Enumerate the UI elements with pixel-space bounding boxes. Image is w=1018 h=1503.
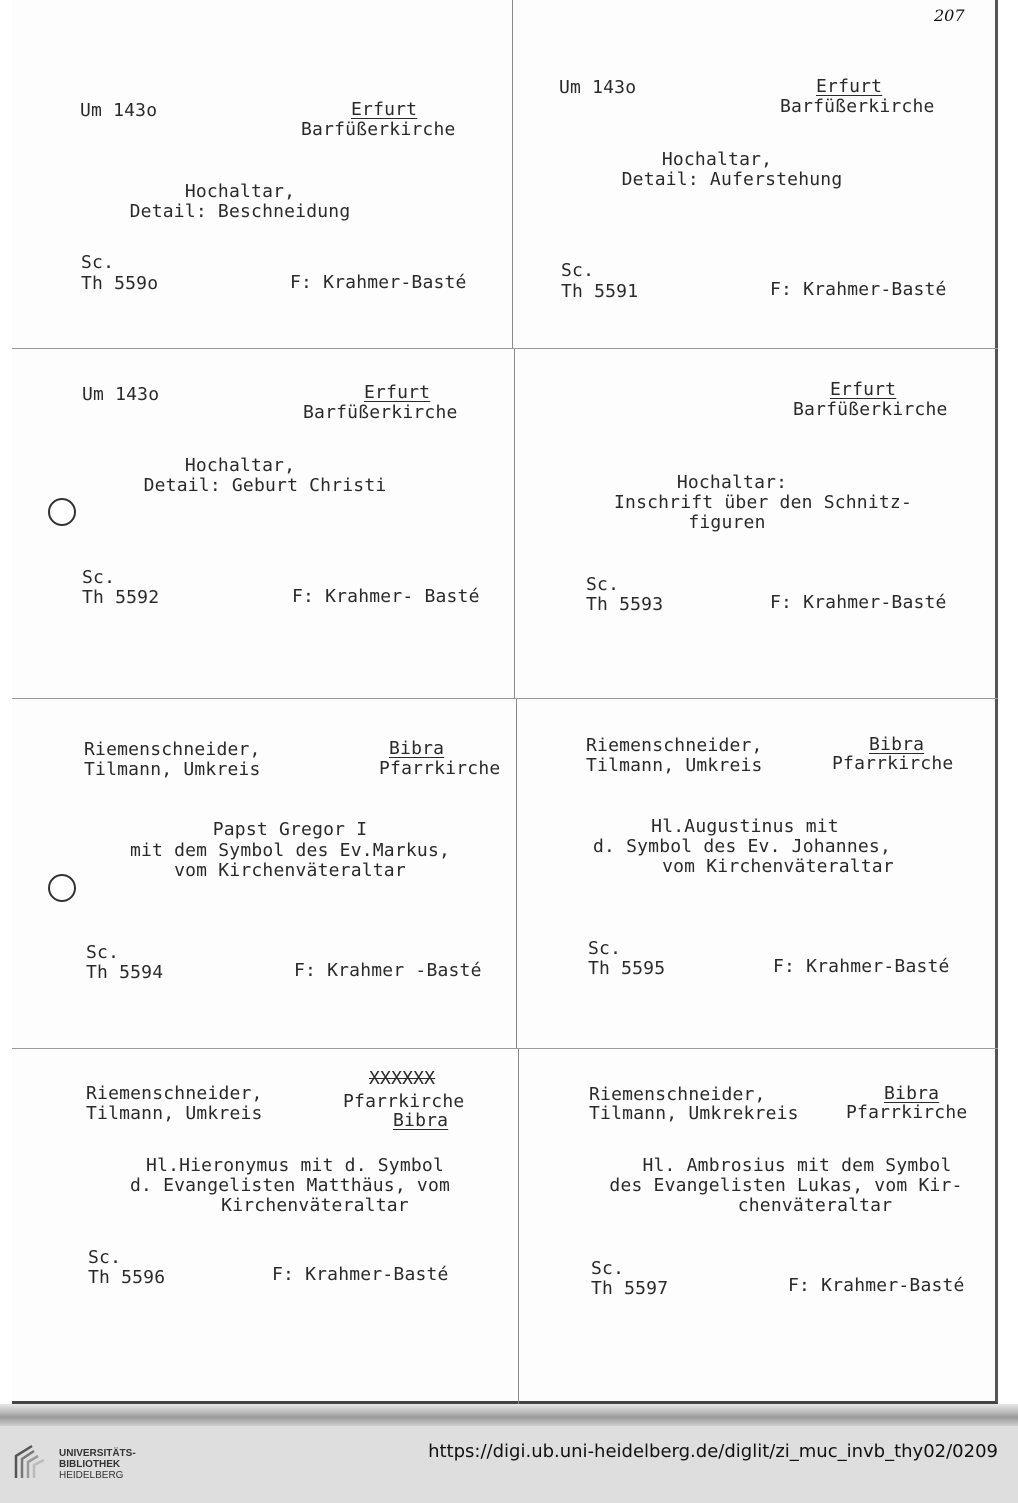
- card-title-line: figuren: [688, 512, 766, 533]
- card-title-line: Hochaltar,: [661, 149, 773, 170]
- card-church: Barfüßerkirche: [303, 402, 458, 423]
- card-photographer: F: Krahmer-Basté: [770, 279, 947, 300]
- card-photographer: F: Krahmer-Basté: [290, 272, 467, 293]
- card-photographer: F: Krahmer-Basté: [773, 956, 950, 977]
- column-divider: [514, 349, 515, 699]
- card-title-line: Kirchenväteraltar: [221, 1195, 409, 1216]
- punch-hole: [48, 874, 76, 902]
- card-title-line: vom Kirchenväteraltar: [174, 860, 406, 881]
- card-title-line: Hochaltar,: [184, 181, 296, 202]
- card-shelf-number: Th 559o: [81, 273, 159, 294]
- punch-hole: [48, 498, 76, 526]
- card-date: Um 143o: [559, 77, 637, 98]
- row-divider: [12, 698, 998, 699]
- card-shelf-number: Th 5597: [591, 1278, 669, 1299]
- card-title-line: chenväteraltar: [737, 1195, 893, 1216]
- document-url[interactable]: https://digi.ub.uni-heidelberg.de/diglit/zi_muc_invb_thy02/0209: [428, 1441, 998, 1462]
- card-shelf-number: Th 5593: [586, 594, 664, 615]
- card-place: Erfurt: [816, 76, 883, 97]
- card-church: Barfüßerkirche: [780, 96, 935, 117]
- viewer-footer: [0, 1426, 1018, 1503]
- logo-line: BIBLIOTHEK: [59, 1459, 121, 1470]
- card-photographer: F: Krahmer-Basté: [770, 592, 947, 613]
- card-title-line: des Evangelisten Lukas, vom Kir-: [609, 1175, 963, 1196]
- card-artist-line: Tilmann, Umkreis: [84, 759, 261, 780]
- card-title-line: Papst Gregor I: [212, 819, 368, 840]
- card-sc: Sc.: [591, 1258, 625, 1279]
- card-photographer: F: Krahmer -Basté: [294, 960, 482, 981]
- card-title-line: Hochaltar:: [676, 472, 788, 493]
- library-logo-text: [59, 1448, 136, 1481]
- logo-line: HEIDELBERG: [59, 1470, 124, 1481]
- card-place: Erfurt: [364, 382, 431, 403]
- card-artist-line: Riemenschneider,: [84, 739, 261, 760]
- card-place: Bibra: [389, 738, 445, 759]
- card-title-line: Hl.Hieronymus mit d. Symbol: [146, 1155, 444, 1176]
- row-divider: [12, 1048, 998, 1049]
- card-church: Barfüßerkirche: [793, 399, 948, 420]
- card-sc: Sc.: [561, 260, 595, 281]
- card-artist-line: Tilmann, Umkreis: [586, 755, 763, 776]
- card-shelf-number: Th 5592: [82, 587, 160, 608]
- card-church: Barfüßerkirche: [301, 119, 456, 140]
- card-title-line: Hochaltar,: [184, 455, 296, 476]
- card-artist-line: Tilmann, Umkreis: [86, 1103, 263, 1124]
- card-date: Um 143o: [82, 384, 160, 405]
- card-title-line: Detail: Beschneidung: [129, 201, 351, 222]
- card-photographer: F: Krahmer-Basté: [788, 1275, 965, 1296]
- card-artist-line: Tilmann, Umkrekreis: [589, 1103, 799, 1124]
- card-photographer: F: Krahmer-Basté: [272, 1264, 449, 1285]
- card-sc: Sc.: [82, 567, 116, 588]
- card-title-line: Detail: Geburt Christi: [143, 475, 387, 496]
- card-title-line: mit dem Symbol des Ev.Markus,: [129, 840, 451, 861]
- card-church: Pfarrkirche: [379, 758, 501, 779]
- card-artist-line: Riemenschneider,: [86, 1083, 263, 1104]
- card-artist-line: Riemenschneider,: [589, 1084, 766, 1105]
- card-sc: Sc.: [86, 942, 120, 963]
- card-church: Pfarrkirche: [846, 1102, 968, 1123]
- card-shelf-number: Th 5596: [88, 1267, 166, 1288]
- card-struck-text: XXXXXX: [369, 1068, 436, 1089]
- card-place: Bibra: [884, 1083, 940, 1104]
- card-sc: Sc.: [81, 252, 115, 273]
- card-photographer: F: Krahmer- Basté: [292, 586, 480, 607]
- card-church: Pfarrkirche: [832, 753, 954, 774]
- card-sc: Sc.: [588, 938, 622, 959]
- card-shelf-number: Th 5594: [86, 962, 164, 983]
- page-number: 207: [934, 6, 965, 25]
- card-title-line: Detail: Auferstehung: [621, 169, 843, 190]
- card-date: Um 143o: [80, 100, 158, 121]
- library-logo-icon: [12, 1442, 52, 1482]
- card-shelf-number: Th 5591: [561, 281, 639, 302]
- card-place: Bibra: [869, 734, 925, 755]
- card-title-line: Inschrift über den Schnitz-: [614, 492, 912, 513]
- column-divider: [518, 1049, 519, 1404]
- card-title-line: d. Evangelisten Matthäus, vom: [129, 1175, 451, 1196]
- card-artist-line: Riemenschneider,: [586, 735, 763, 756]
- column-divider: [516, 699, 517, 1049]
- column-divider: [512, 0, 513, 349]
- card-title-line: Hl. Ambrosius mit dem Symbol: [642, 1155, 952, 1176]
- logo-line: UNIVERSITÄTS-: [59, 1448, 136, 1459]
- card-title-line: Hl.Augustinus mit: [651, 816, 839, 837]
- card-church: Pfarrkirche: [343, 1091, 465, 1112]
- card-sc: Sc.: [586, 574, 620, 595]
- card-place: Erfurt: [351, 99, 418, 120]
- row-divider: [12, 348, 998, 349]
- card-place: Erfurt: [830, 379, 897, 400]
- card-sc: Sc.: [88, 1247, 122, 1268]
- card-place: Bibra: [393, 1110, 449, 1131]
- card-title-line: d. Symbol des Ev. Johannes,: [593, 836, 891, 857]
- card-shelf-number: Th 5595: [588, 958, 666, 979]
- card-title-line: vom Kirchenväteraltar: [662, 856, 894, 877]
- sheet-edge: [0, 1404, 1018, 1426]
